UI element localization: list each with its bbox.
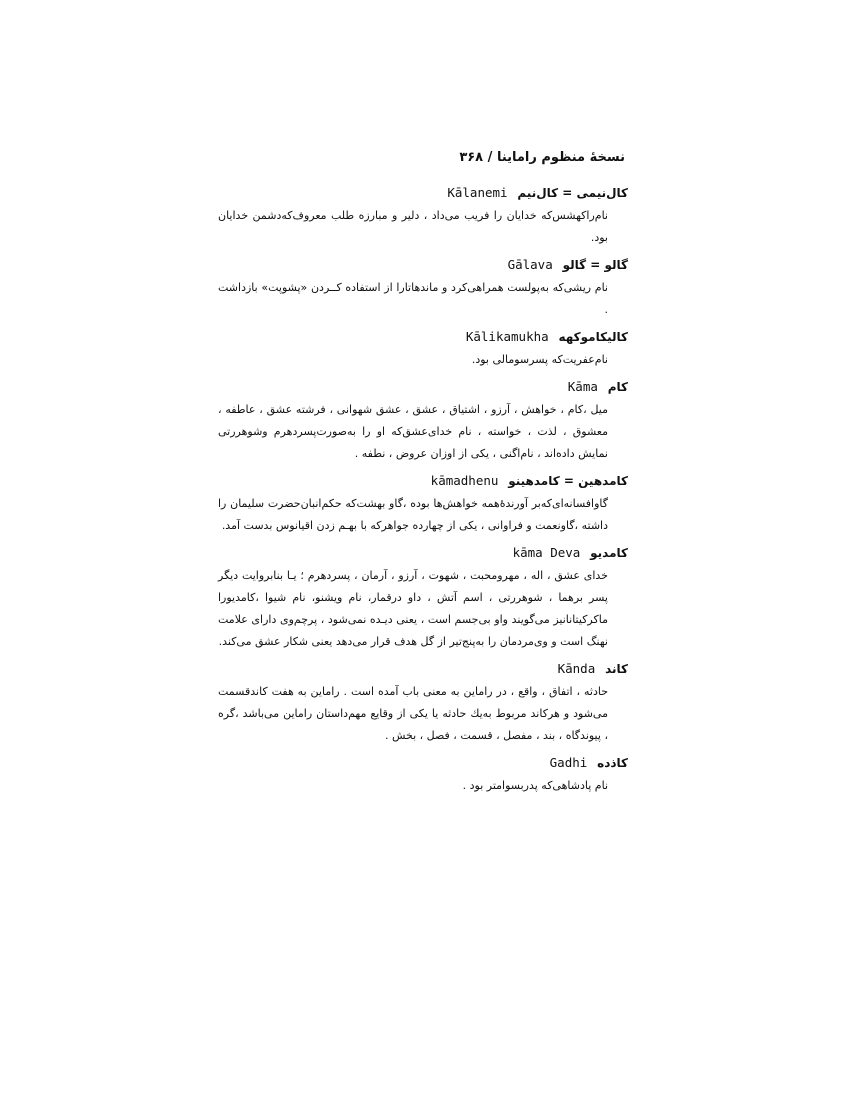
entry-headword <box>218 471 628 491</box>
headword-latin: kāma Deva <box>512 545 581 560</box>
entry-headword <box>218 543 628 563</box>
entry-definition: گاوافسانه‌ای‌که‌بر آورندهٔ‌همه خواهش‌ها بوده ،گاو بهشت‌که حکم‌انبان‌حضرت سلیمان را داشته ،گاونعمت و فراوانی ، یکی از چهارده جواهر‌که با بهـم زدن اقیانوس بدست آمد. <box>218 497 608 532</box>
entry-definition: خدای عشق ، اله ، مهرومحبت ، شهوت ، آرزو ، آرمان ، پسردهرم ؛ یـا بنابروایت دیگر پسر برهما ، شوهررتی ، اسم آتش ، داو درقمار، نام ویشنو، نام شیوا ،کامدیورا ماکرکیتانانیز می‌گویند واو بی‌جسم است ، یعنی دیـده نمی‌شود ، پرچم‌وی دارای علامت نهنگ است و وی‌مردمان را به‌پنج‌تیر از گل هدف قرار می‌دهد یعنی شکار عشق می‌کند. <box>218 569 608 648</box>
entry-definition: میل ،کام ، خواهش ، آرزو ، اشتیاق ، عشق ، عشق شهوانی ، فرشته عشق ، عاطفه ، معشوق ، لذت ، خواسته ، نام خدای‌عشق‌که او را به‌صورت‌پسردهرم وشوهررتی نمایش داده‌اند ، نام‌اگنی ، یکی از اوزان عروض ، نطفه . <box>218 403 608 460</box>
glossary-entry <box>218 377 628 465</box>
headword-persian: کالیکاموکهه <box>558 330 628 344</box>
entry-definition: نام ریشی‌که به‌پولست همراهی‌کرد و ماندهاتارا از استفاده کــردن «پشوپت» بازداشت . <box>218 281 608 316</box>
entry-headword <box>218 753 628 773</box>
glossary-entry <box>218 753 628 797</box>
headword-latin: Kāma <box>567 379 598 394</box>
headword-persian: کاند <box>605 662 628 676</box>
glossary-entry <box>218 471 628 537</box>
headword-persian: گالو = گالو <box>562 258 628 272</box>
glossary-entry <box>218 659 628 747</box>
book-title: نسخهٔ منظوم راماینا <box>496 150 625 165</box>
headword-persian: کاذده <box>597 756 628 770</box>
headword-latin: Kālikamukha <box>465 329 549 344</box>
headword-latin: Gālava <box>507 257 553 272</box>
headword-latin: Kānda <box>557 661 596 676</box>
entry-definition: نام‌عفریت‌که پسرسومالی بود. <box>471 353 608 366</box>
entry-headword <box>218 255 628 275</box>
glossary-entry <box>218 255 628 321</box>
header-separator: / <box>487 150 493 165</box>
entry-headword <box>218 377 628 397</box>
glossary-entry <box>218 327 628 371</box>
entry-headword <box>218 183 628 203</box>
glossary-entry <box>218 543 628 653</box>
headword-persian: کامدیو <box>590 546 628 560</box>
running-header <box>459 150 625 165</box>
glossary-entries <box>218 183 628 803</box>
page-number: ۳۶۸ <box>459 150 484 165</box>
glossary-entry <box>218 183 628 249</box>
headword-persian: کام <box>607 380 628 394</box>
headword-latin: Gadhi <box>549 755 588 770</box>
entry-headword <box>218 659 628 679</box>
entry-definition: نام پادشاهی‌که پدربسوامتر بود . <box>462 779 608 792</box>
entry-definition: حادثه ، اتفاق ، واقع ، در راماین به معنی باب آمده است . راماین به هفت کاندقسمت می‌شود و هرکاند مربوط به‌یك حادثه یا یکی از وقایع مهم‌داستان راماین می‌باشد ،گره ، پیوندگاه ، بند ، مفصل ، قسمت ، فصل ، بخش . <box>218 685 608 742</box>
entry-definition: نام‌راکهشس‌که خدایان را فریب می‌داد ، دلیر و مبارزه طلب معروف‌که‌دشمن خدایان بود. <box>218 209 608 244</box>
headword-persian: کامدهین = کامدهینو <box>508 474 628 488</box>
headword-persian: کال‌نیمی = کال‌نیم <box>517 186 628 200</box>
headword-latin: Kālanemi <box>447 185 508 200</box>
entry-headword <box>218 327 628 347</box>
headword-latin: kāmadhenu <box>430 473 499 488</box>
